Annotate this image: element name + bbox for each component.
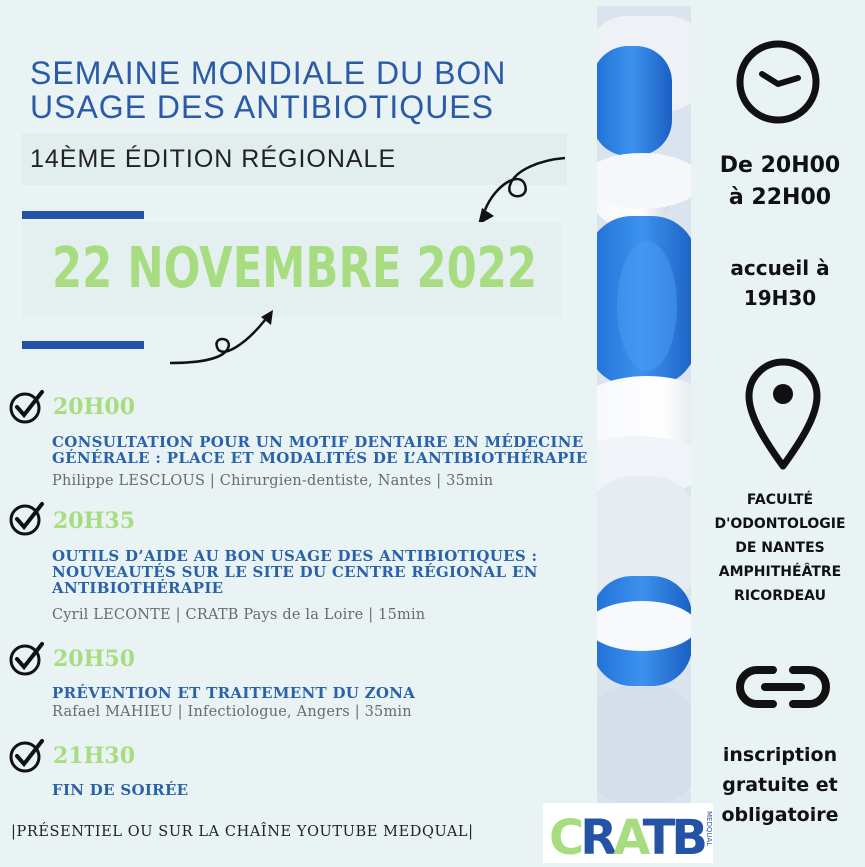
venue-line: FACULTÉ xyxy=(746,492,814,508)
bottom-accent-bar xyxy=(22,341,144,349)
program-time: 20H35 xyxy=(53,508,136,534)
hours-line: à 22H00 xyxy=(728,185,832,210)
registration-text xyxy=(695,740,865,830)
pills-image xyxy=(597,6,691,804)
checkmark-icon xyxy=(8,500,46,538)
title-line-1: SEMAINE MONDIALE DU BON xyxy=(30,55,507,91)
venue-line: D'ODONTOLOGIE xyxy=(714,516,846,532)
checkmark-icon xyxy=(8,640,46,678)
venue-line: DE NANTES xyxy=(735,540,825,556)
hours-text xyxy=(695,150,865,214)
footer-note: |PRÉSENTIEL OU SUR LA CHAÎNE YOUTUBE MEDQUAL| xyxy=(11,824,474,840)
svg-text:MEDQUAL: MEDQUAL xyxy=(705,811,713,847)
location-pin-icon xyxy=(743,356,823,474)
welcome-line: accueil à xyxy=(730,256,830,280)
event-title xyxy=(30,56,600,124)
program-title-line: OUTILS D’AIDE AU BON USAGE DES ANTIBIOTIQUES : xyxy=(52,547,538,565)
clock-icon xyxy=(734,38,822,126)
program-title xyxy=(52,434,597,466)
venue-line: AMPHITHÉÂTRE xyxy=(718,564,842,580)
program-title-line: GÉNÉRALE : PLACE ET MODALITÉS DE L’ANTIBIOTHÉRAPIE xyxy=(52,449,588,467)
hours-line: De 20H00 xyxy=(719,153,841,178)
edition-label: 14ÈME ÉDITION RÉGIONALE xyxy=(30,145,397,173)
program-time: 20H00 xyxy=(53,394,136,420)
welcome-line: 19H30 xyxy=(743,286,817,310)
welcome-text xyxy=(695,253,865,313)
program-title-line: CONSULTATION POUR UN MOTIF DENTAIRE EN MÉDECINE xyxy=(52,433,584,451)
curly-arrow-icon xyxy=(165,305,280,370)
checkmark-icon xyxy=(8,737,46,775)
top-accent-bar xyxy=(22,211,144,219)
program-title xyxy=(52,782,597,798)
program-title-line: PRÉVENTION ET TRAITEMENT DU ZONA xyxy=(52,684,416,702)
registration-line: gratuite et xyxy=(722,774,838,796)
venue-text xyxy=(695,488,865,608)
event-date: 22 NOVEMBRE 2022 xyxy=(52,236,538,301)
title-line-2: USAGE DES ANTIBIOTIQUES xyxy=(30,89,494,125)
registration-line: inscription xyxy=(722,744,838,766)
program-title xyxy=(52,548,597,596)
svg-text:CRATB: CRATB xyxy=(549,810,704,863)
program-title-line: NOUVEAUTÉS SUR LE SITE DU CENTRE RÉGIONAL EN xyxy=(52,563,538,581)
program-title-line: ANTIBIOTHÉRAPIE xyxy=(52,579,224,597)
program-speaker: Rafael MAHIEU | Infectiologue, Angers | 35min xyxy=(52,704,412,720)
program-title-line: FIN DE SOIRÉE xyxy=(52,781,189,799)
program-speaker: Cyril LECONTE | CRATB Pays de la Loire | 15min xyxy=(52,607,426,623)
program-title xyxy=(52,685,597,701)
program-time: 21H30 xyxy=(53,743,136,769)
cratb-logo xyxy=(543,803,713,863)
link-icon xyxy=(733,662,833,712)
program-speaker: Philippe LESCLOUS | Chirurgien-dentiste, Nantes | 35min xyxy=(52,473,494,489)
checkmark-icon xyxy=(8,388,46,426)
registration-line: obligatoire xyxy=(721,804,839,826)
curly-arrow-icon xyxy=(470,150,570,230)
program-time: 20H50 xyxy=(53,646,136,672)
venue-line: RICORDEAU xyxy=(734,588,826,604)
